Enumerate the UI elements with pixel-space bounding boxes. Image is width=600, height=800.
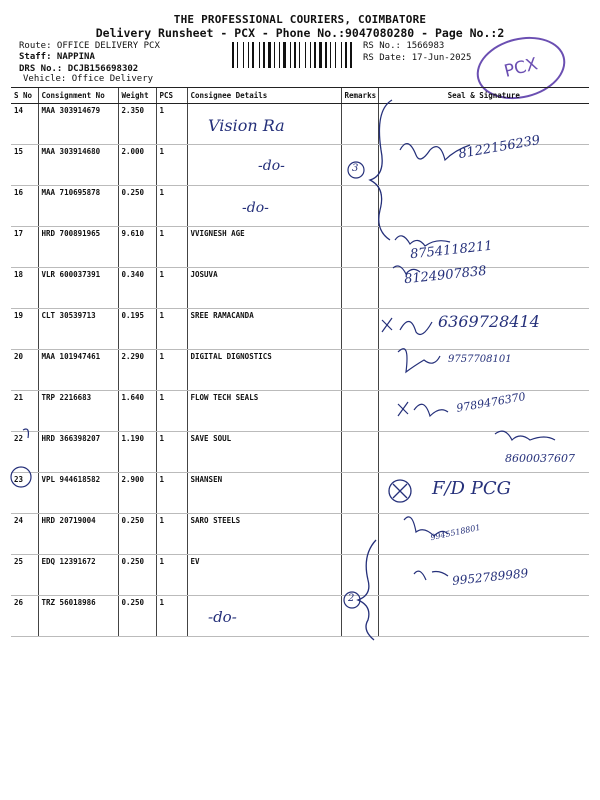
cell-sno: 22 xyxy=(11,432,38,473)
cell-sno: 26 xyxy=(11,596,38,637)
cell-pcs: 1 xyxy=(156,104,187,145)
handwritten-phone-18: 8124907838 xyxy=(403,263,488,288)
pcx-stamp: PCX xyxy=(470,28,572,108)
cell-weight: 1.190 xyxy=(118,432,156,473)
cell-weight: 0.250 xyxy=(118,514,156,555)
cell-weight: 0.250 xyxy=(118,186,156,227)
cell-consignee: SHANSEN xyxy=(187,473,341,514)
cell-consignment-no: EDQ 12391672 xyxy=(38,555,118,596)
cell-consignment-no: MAA 303914679 xyxy=(38,104,118,145)
cell-consignment-no: CLT 30539713 xyxy=(38,309,118,350)
cell-pcs: 1 xyxy=(156,227,187,268)
cell-sno: 16 xyxy=(11,186,38,227)
cell-weight: 2.290 xyxy=(118,350,156,391)
handwritten-vision: Vision Ra xyxy=(208,116,285,135)
runsheet-title: Delivery Runsheet - PCX - Phone No.:9047080280 - Page No.:2 xyxy=(95,26,505,40)
cell-pcs: 1 xyxy=(156,432,187,473)
cell-consignee: VVIGNESH AGE xyxy=(187,227,341,268)
cell-weight: 2.000 xyxy=(118,145,156,186)
handwritten-phone-22: 8600037607 xyxy=(505,452,575,465)
cell-weight: 9.610 xyxy=(118,227,156,268)
company-title: THE PROFESSIONAL COURIERS, COIMBATORE xyxy=(173,13,427,26)
cell-weight: 0.195 xyxy=(118,309,156,350)
cell-weight: 0.340 xyxy=(118,268,156,309)
handwritten-phone-20: 9757708101 xyxy=(448,354,512,365)
handwritten-fd-pcg: F/D PCG xyxy=(432,478,511,499)
cell-pcs: 1 xyxy=(156,309,187,350)
handwritten-phone-15: 8122156239 xyxy=(457,132,542,163)
col-header-pcs: PCS xyxy=(156,88,187,104)
cell-weight: 1.640 xyxy=(118,391,156,432)
handwritten-phone-17: 8754118211 xyxy=(409,238,494,263)
cell-pcs: 1 xyxy=(156,473,187,514)
rs-number: RS No.: 1566983 xyxy=(363,41,445,51)
handwritten-phone-25: 9952789989 xyxy=(451,566,529,588)
cell-consignment-no: HRD 700891965 xyxy=(38,227,118,268)
handwritten-do-26: -do- xyxy=(208,608,237,626)
cell-weight: 2.350 xyxy=(118,104,156,145)
cell-consignee: SARO STEELS xyxy=(187,514,341,555)
cell-consignee: SAVE SOUL xyxy=(187,432,341,473)
cell-consignee: EV xyxy=(187,555,341,596)
cell-pcs: 1 xyxy=(156,514,187,555)
handwritten-phone-19: 6369728414 xyxy=(438,312,540,331)
cell-consignment-no: TRP 2216683 xyxy=(38,391,118,432)
cell-pcs: 1 xyxy=(156,555,187,596)
cell-sno: 25 xyxy=(11,555,38,596)
handwritten-do-16: -do- xyxy=(242,200,269,216)
col-header-consignee: Consignee Details xyxy=(187,88,341,104)
cell-pcs: 1 xyxy=(156,186,187,227)
cell-consignment-no: VPL 944618582 xyxy=(38,473,118,514)
col-header-weight: Weight xyxy=(118,88,156,104)
staff-text: Staff: NAPPINA xyxy=(19,52,95,62)
cell-pcs: 1 xyxy=(156,145,187,186)
cell-sno: 14 xyxy=(11,104,38,145)
cell-consignment-no: HRD 366398207 xyxy=(38,432,118,473)
drs-text: DRS No.: DCJB156698302 xyxy=(19,64,139,74)
cell-sno: 17 xyxy=(11,227,38,268)
col-header-remarks: Remarks xyxy=(341,88,378,104)
cell-consignment-no: MAA 101947461 xyxy=(38,350,118,391)
col-header-signature: Seal & Signature xyxy=(378,88,589,104)
route-text: Route: OFFICE DELIVERY PCX xyxy=(19,41,160,51)
cell-consignee: DIGITAL DIGNOSTICS xyxy=(187,350,341,391)
cell-weight: 0.250 xyxy=(118,555,156,596)
cell-weight: 2.900 xyxy=(118,473,156,514)
handwritten-phone-21: 9789476370 xyxy=(455,390,527,415)
cell-sno: 23 xyxy=(11,473,38,514)
cell-sno: 20 xyxy=(11,350,38,391)
handwritten-phone-24: 9945518801 xyxy=(429,522,482,543)
cell-consignment-no: VLR 600037391 xyxy=(38,268,118,309)
cell-sno: 21 xyxy=(11,391,38,432)
cell-consignment-no: HRD 20719004 xyxy=(38,514,118,555)
col-header-consignment: Consignment No xyxy=(38,88,118,104)
cell-consignee: SREE RAMACANDA xyxy=(187,309,341,350)
cell-sno: 15 xyxy=(11,145,38,186)
col-header-sno: S No xyxy=(11,88,38,104)
cell-sno: 24 xyxy=(11,514,38,555)
handwritten-do-15: -do- xyxy=(258,158,285,174)
cell-consignment-no: TRZ 56018986 xyxy=(38,596,118,637)
cell-pcs: 1 xyxy=(156,391,187,432)
cell-consignment-no: MAA 303914680 xyxy=(38,145,118,186)
cell-consignment-no: MAA 710695878 xyxy=(38,186,118,227)
rs-date: RS Date: 17-Jun-2025 xyxy=(363,53,472,63)
remark-circled-2: 2 xyxy=(348,593,355,604)
cell-consignee: JOSUVA xyxy=(187,268,341,309)
cell-consignee: FLOW TECH SEALS xyxy=(187,391,341,432)
cell-sno: 18 xyxy=(11,268,38,309)
cell-pcs: 1 xyxy=(156,596,187,637)
cell-sno: 19 xyxy=(11,309,38,350)
remark-circled-3: 3 xyxy=(352,163,359,174)
cell-pcs: 1 xyxy=(156,350,187,391)
cell-weight: 0.250 xyxy=(118,596,156,637)
vehicle-text: Vehicle: Office Delivery xyxy=(23,74,154,84)
cell-pcs: 1 xyxy=(156,268,187,309)
